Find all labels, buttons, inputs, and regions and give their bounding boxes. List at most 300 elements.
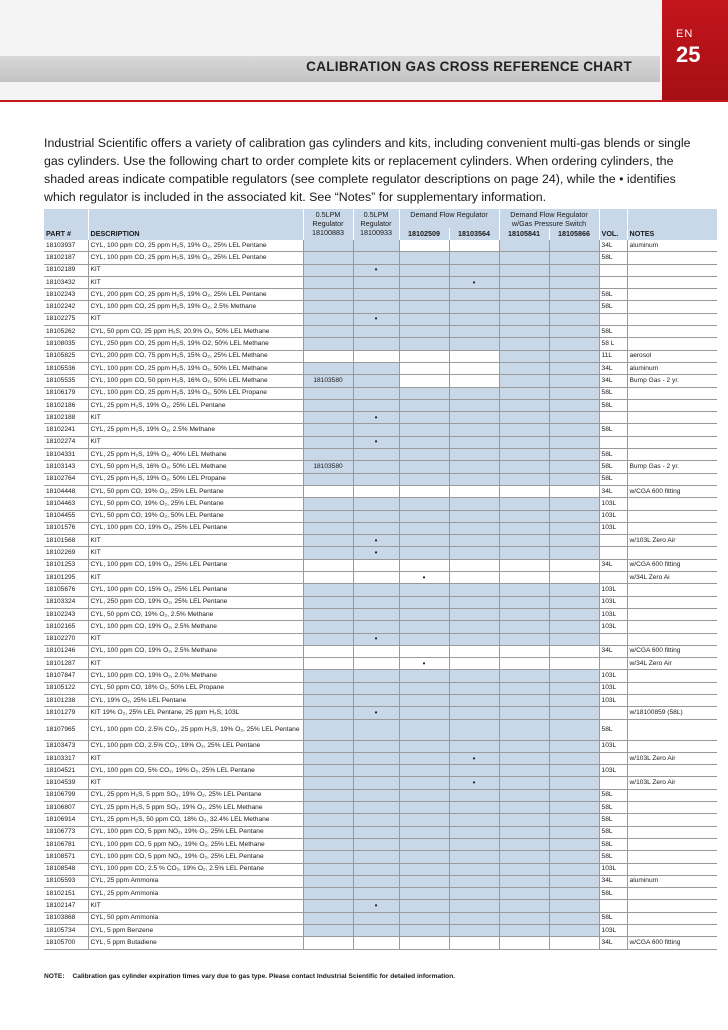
regulator-cell: [499, 608, 549, 620]
description: CYL, 100 ppm CO, 19% O₂, 2.0% Methane: [88, 670, 303, 682]
regulator-cell: [499, 621, 549, 633]
regulator-cell: [303, 826, 353, 838]
regulator-cell: [449, 682, 499, 694]
regulator-cell: [549, 584, 599, 596]
regulator-cell: [499, 777, 549, 789]
regulator-cell: [549, 313, 599, 325]
regulator-cell: [449, 510, 499, 522]
part-number: 18103324: [44, 596, 88, 608]
regulator-cell: [499, 875, 549, 887]
regulator-cell: [499, 789, 549, 801]
regulator-cell: [399, 264, 449, 276]
table-row: [44, 473, 717, 485]
regulator-cell: •: [353, 313, 399, 325]
regulator-cell: [399, 362, 449, 374]
footnote-text: Calibration gas cylinder expiration times vary due to gas type. Please contact Industrial Scientific for detailed information.: [72, 973, 456, 980]
regulator-cell: [499, 596, 549, 608]
regulator-cell: [449, 707, 499, 719]
part-number: 18104455: [44, 510, 88, 522]
regulator-cell: [353, 814, 399, 826]
description: CYL, 250 ppm CO, 25 ppm H₂S, 19% O2, 50% LEL Methane: [88, 338, 303, 350]
regulator-cell: [449, 863, 499, 875]
regulator-cell: [549, 301, 599, 313]
regulator-cell: [449, 375, 499, 387]
part-number: 18106781: [44, 838, 88, 850]
part-number: 18105593: [44, 875, 88, 887]
notes: [627, 900, 717, 912]
notes: [627, 888, 717, 900]
regulator-cell: [499, 264, 549, 276]
description: KIT: [88, 572, 303, 584]
volume: 103L: [599, 694, 627, 706]
table-row: [44, 326, 717, 338]
regulator-cell: [549, 875, 599, 887]
regulator-cell: [549, 777, 599, 789]
regulator-cell: [303, 633, 353, 645]
description: CYL, 25 ppm H₂S, 5 ppm SO₂, 19% O₂, 25% LEL Pentane: [88, 789, 303, 801]
regulator-cell: [449, 485, 499, 497]
volume: [599, 547, 627, 559]
regulator-cell: [449, 399, 499, 411]
regulator-cell: [549, 826, 599, 838]
regulator-cell: [353, 289, 399, 301]
regulator-cell: [449, 826, 499, 838]
table-row: [44, 498, 717, 510]
header-demand-flow-gas: [499, 209, 599, 228]
regulator-cell: [303, 510, 353, 522]
part-number: 18102269: [44, 547, 88, 559]
notes: w/34L Zero Air: [627, 658, 717, 670]
regulator-cell: [353, 645, 399, 657]
regulator-cell: [353, 375, 399, 387]
regulator-cell: [499, 313, 549, 325]
regulator-cell: [499, 802, 549, 814]
regulator-cell: [303, 863, 353, 875]
regulator-cell: [449, 436, 499, 448]
regulator-cell: [399, 412, 449, 424]
volume: 103L: [599, 621, 627, 633]
description: KIT: [88, 777, 303, 789]
intro-paragraph: Industrial Scientific offers a variety of calibration gas cylinders and kits, including convenient multi-gas blends or single gas cylinders. Use the following chart to order complete kits or replacement cylinders. When ordering cylinders, the shaded areas indicate compatible regulators (see complete regulator descriptions on page 24), while the • identifies which regulator is included in the associated kit. See “Notes” for supplementary information.: [44, 136, 691, 204]
regulator-cell: [303, 584, 353, 596]
regulator-cell: [499, 449, 549, 461]
volume: 58L: [599, 719, 627, 740]
table-row: [44, 621, 717, 633]
regulator-cell: [353, 338, 399, 350]
regulator-cell: [449, 240, 499, 252]
description: CYL, 100 ppm CO, 25 ppm H₂S, 19% O₂, 50% LEL Methane: [88, 362, 303, 374]
volume: [599, 707, 627, 719]
notes: [627, 436, 717, 448]
regulator-cell: [399, 424, 449, 436]
header-spacer: [44, 209, 88, 228]
volume: [599, 313, 627, 325]
regulator-cell: [449, 802, 499, 814]
part-number: 18105122: [44, 682, 88, 694]
part-number: 18101279: [44, 707, 88, 719]
table-row: [44, 547, 717, 559]
regulator-cell: [549, 338, 599, 350]
regulator-cell: [399, 900, 449, 912]
part-number: 18103937: [44, 240, 88, 252]
regulator-cell: [449, 900, 499, 912]
regulator-cell: [303, 326, 353, 338]
part-number: 18102275: [44, 313, 88, 325]
regulator-cell: [499, 682, 549, 694]
part-number: 18102187: [44, 252, 88, 264]
table-row: [44, 535, 717, 547]
regulator-cell: [353, 888, 399, 900]
regulator-cell: •: [353, 264, 399, 276]
regulator-cell: [353, 301, 399, 313]
regulator-cell: [549, 399, 599, 411]
header-notes: NOTES: [627, 228, 717, 240]
regulator-cell: [499, 707, 549, 719]
part-number: 18101295: [44, 572, 88, 584]
regulator-cell: [303, 682, 353, 694]
notes: [627, 682, 717, 694]
notes: Bump Gas - 2 yr.: [627, 375, 717, 387]
regulator-cell: [303, 572, 353, 584]
table-row: [44, 912, 717, 924]
part-number: 18103473: [44, 740, 88, 752]
regulator-cell: [449, 596, 499, 608]
regulator-cell: [399, 387, 449, 399]
regulator-cell: [549, 851, 599, 863]
page-header: [0, 0, 728, 100]
regulator-cell: [499, 461, 549, 473]
table-row: [44, 572, 717, 584]
regulator-cell: [353, 399, 399, 411]
notes: [627, 596, 717, 608]
regulator-cell: [549, 863, 599, 875]
regulator-cell: 18103580: [303, 461, 353, 473]
part-number: 18108548: [44, 863, 88, 875]
regulator-cell: [449, 584, 499, 596]
table-row: [44, 387, 717, 399]
regulator-cell: [353, 276, 399, 288]
regulator-cell: [549, 596, 599, 608]
regulator-cell: [549, 240, 599, 252]
description: CYL, 50 ppm CO, 19% O₂, 25% LEL Pentane: [88, 485, 303, 497]
part-number: 18105262: [44, 326, 88, 338]
part-number: 18105676: [44, 584, 88, 596]
volume: 34L: [599, 240, 627, 252]
volume: 58L: [599, 301, 627, 313]
regulator-cell: [549, 752, 599, 764]
regulator-cell: [449, 572, 499, 584]
regulator-cell: [449, 875, 499, 887]
description: KIT 19% O₂, 25% LEL Pentane, 25 ppm H₂S, 103L: [88, 707, 303, 719]
part-number: 18101568: [44, 535, 88, 547]
regulator-cell: [303, 621, 353, 633]
table-row: [44, 802, 717, 814]
description: CYL, 50 ppm CO, 19% O₂, 50% LEL Pentane: [88, 510, 303, 522]
regulator-cell: [499, 240, 549, 252]
regulator-cell: [499, 362, 549, 374]
regulator-cell: [549, 682, 599, 694]
regulator-cell: •: [353, 547, 399, 559]
regulator-cell: [549, 436, 599, 448]
notes: w/103L Zero Air: [627, 535, 717, 547]
description: CYL, 200 ppm CO, 75 ppm H₂S, 15% O₂, 25% LEL Methane: [88, 350, 303, 362]
regulator-cell: [303, 547, 353, 559]
regulator-cell: [449, 547, 499, 559]
regulator-cell: [399, 802, 449, 814]
regulator-cell: [303, 399, 353, 411]
regulator-cell: [303, 350, 353, 362]
regulator-cell: [449, 449, 499, 461]
regulator-cell: [449, 473, 499, 485]
table-row: [44, 485, 717, 497]
regulator-cell: •: [399, 658, 449, 670]
description: CYL, 100 ppm CO, 5 ppm NO₂, 19% O₂, 25% LEL Pentane: [88, 826, 303, 838]
regulator-cell: [353, 326, 399, 338]
table-row: [44, 777, 717, 789]
regulator-cell: [303, 522, 353, 534]
notes: [627, 584, 717, 596]
regulator-cell: [399, 449, 449, 461]
header-demand-gas-b: 18105866: [549, 228, 599, 240]
regulator-cell: [549, 461, 599, 473]
part-number: 18105825: [44, 350, 88, 362]
regulator-cell: [449, 888, 499, 900]
volume: 58L: [599, 826, 627, 838]
regulator-cell: [549, 707, 599, 719]
notes: w/CGA 600 fitting: [627, 485, 717, 497]
regulator-cell: [449, 559, 499, 571]
regulator-cell: [449, 252, 499, 264]
volume: 103L: [599, 596, 627, 608]
regulator-cell: [499, 572, 549, 584]
part-number: 18106914: [44, 814, 88, 826]
description: CYL, 100 ppm CO, 25 ppm H₂S, 19% O₂, 25% LEL Pentane: [88, 240, 303, 252]
notes: w/34L Zero Ai: [627, 572, 717, 584]
part-number: 18102241: [44, 424, 88, 436]
notes: [627, 449, 717, 461]
regulator-cell: [499, 912, 549, 924]
regulator-cell: [353, 670, 399, 682]
regulator-cell: [449, 658, 499, 670]
volume: 58L: [599, 387, 627, 399]
regulator-cell: [499, 900, 549, 912]
regulator-cell: [399, 522, 449, 534]
regulator-cell: [303, 900, 353, 912]
regulator-cell: [353, 777, 399, 789]
table-row: [44, 765, 717, 777]
table-row: [44, 559, 717, 571]
regulator-cell: [549, 424, 599, 436]
regulator-cell: [303, 498, 353, 510]
regulator-cell: [549, 326, 599, 338]
notes: [627, 547, 717, 559]
table-row: [44, 863, 717, 875]
notes: [627, 608, 717, 620]
part-number: 18103868: [44, 912, 88, 924]
description: CYL, 100 ppm CO, 5 ppm NO₂, 19% O₂, 25% LEL Pentane: [88, 851, 303, 863]
volume: [599, 752, 627, 764]
part-number: 18104331: [44, 449, 88, 461]
volume: 103L: [599, 740, 627, 752]
regulator-cell: [303, 276, 353, 288]
notes: [627, 863, 717, 875]
regulator-cell: [353, 584, 399, 596]
regulator-cell: •: [353, 535, 399, 547]
regulator-cell: [353, 559, 399, 571]
notes: [627, 473, 717, 485]
regulator-cell: [353, 694, 399, 706]
regulator-cell: [303, 937, 353, 949]
regulator-cell: [449, 765, 499, 777]
regulator-cell: [303, 752, 353, 764]
table-row: [44, 461, 717, 473]
header-description: DESCRIPTION: [88, 228, 303, 240]
notes: [627, 498, 717, 510]
regulator-cell: [353, 925, 399, 937]
regulator-cell: [353, 596, 399, 608]
table-row: [44, 789, 717, 801]
regulator-cell: [303, 707, 353, 719]
table-row: [44, 522, 717, 534]
regulator-cell: [549, 449, 599, 461]
regulator-cell: [549, 362, 599, 374]
volume: 58L: [599, 326, 627, 338]
volume: 34L: [599, 559, 627, 571]
regulator-cell: [303, 925, 353, 937]
regulator-cell: [399, 851, 449, 863]
regulator-cell: [499, 888, 549, 900]
regulator-cell: [399, 399, 449, 411]
volume: [599, 436, 627, 448]
description: CYL, 100 ppm CO, 5% CO₂, 19% O₂, 25% LEL Pentane: [88, 765, 303, 777]
description: CYL, 25 ppm H₂S, 19% O₂, 2.5% Methane: [88, 424, 303, 436]
regulator-cell: [499, 485, 549, 497]
regulator-cell: [303, 264, 353, 276]
regulator-cell: [549, 694, 599, 706]
regulator-cell: [499, 814, 549, 826]
volume: 58L: [599, 912, 627, 924]
table-row: [44, 925, 717, 937]
volume: 58L: [599, 473, 627, 485]
table-row: [44, 937, 717, 949]
regulator-cell: [449, 301, 499, 313]
regulator-cell: [549, 276, 599, 288]
notes: aluminum: [627, 240, 717, 252]
regulator-cell: [399, 375, 449, 387]
regulator-cell: [499, 740, 549, 752]
notes: w/CGA 600 fitting: [627, 645, 717, 657]
regulator-cell: [449, 937, 499, 949]
part-number: 18107847: [44, 670, 88, 682]
description: CYL, 100 ppm CO, 2.5 % CO₂, 19% O₂, 2.5% LEL Pentane: [88, 863, 303, 875]
description: KIT: [88, 535, 303, 547]
regulator-cell: [353, 350, 399, 362]
regulator-cell: [399, 912, 449, 924]
regulator-cell: [499, 633, 549, 645]
header-demand-gas-a: 18105841: [499, 228, 549, 240]
description: CYL, 25 ppm H₂S, 5 ppm SO₂, 19% O₂, 25% LEL Methane: [88, 802, 303, 814]
regulator-cell: [549, 645, 599, 657]
notes: [627, 802, 717, 814]
table-row: [44, 264, 717, 276]
regulator-cell: [499, 473, 549, 485]
regulator-cell: [353, 485, 399, 497]
regulator-cell: [549, 608, 599, 620]
notes: [627, 814, 717, 826]
notes: aluminum: [627, 875, 717, 887]
regulator-cell: [449, 925, 499, 937]
notes: [627, 719, 717, 740]
regulator-cell: [399, 436, 449, 448]
regulator-cell: [303, 789, 353, 801]
regulator-cell: [399, 633, 449, 645]
regulator-cell: [499, 547, 549, 559]
regulator-cell: [549, 789, 599, 801]
volume: 103L: [599, 863, 627, 875]
regulator-cell: [353, 252, 399, 264]
regulator-cell: [449, 645, 499, 657]
regulator-cell: [303, 473, 353, 485]
regulator-cell: [499, 863, 549, 875]
table-row: [44, 740, 717, 752]
volume: 34L: [599, 375, 627, 387]
regulator-cell: [353, 682, 399, 694]
page-tab: [662, 0, 728, 100]
regulator-cell: [353, 608, 399, 620]
regulator-cell: [549, 498, 599, 510]
regulator-cell: [549, 522, 599, 534]
regulator-cell: •: [353, 707, 399, 719]
regulator-cell: [499, 752, 549, 764]
regulator-cell: [449, 814, 499, 826]
notes: aerosol: [627, 350, 717, 362]
regulator-cell: [449, 289, 499, 301]
regulator-cell: [499, 399, 549, 411]
volume: 58L: [599, 814, 627, 826]
regulator-cell: [399, 707, 449, 719]
regulator-cell: [499, 826, 549, 838]
part-number: 18108035: [44, 338, 88, 350]
regulator-cell: [499, 252, 549, 264]
notes: [627, 740, 717, 752]
part-number: 18102147: [44, 900, 88, 912]
regulator-cell: [399, 682, 449, 694]
volume: [599, 412, 627, 424]
regulator-cell: [353, 522, 399, 534]
regulator-cell: [399, 338, 449, 350]
part-number: 18102243: [44, 608, 88, 620]
description: KIT: [88, 752, 303, 764]
volume: 58L: [599, 789, 627, 801]
volume: 103L: [599, 925, 627, 937]
description: CYL, 5 ppm Benzene: [88, 925, 303, 937]
regulator-cell: [399, 752, 449, 764]
regulator-cell: •: [449, 276, 499, 288]
regulator-cell: [549, 888, 599, 900]
regulator-cell: [399, 925, 449, 937]
header-demand-b: 18103564: [449, 228, 499, 240]
regulator-cell: [353, 498, 399, 510]
regulator-cell: [303, 814, 353, 826]
regulator-cell: [303, 912, 353, 924]
regulator-cell: [449, 498, 499, 510]
header-part: PART #: [44, 228, 88, 240]
language-label: EN: [676, 28, 694, 40]
regulator-cell: [549, 802, 599, 814]
regulator-cell: [399, 313, 449, 325]
table-row: [44, 719, 717, 740]
description: CYL, 200 ppm CO, 25 ppm H₂S, 19% O₂, 25% LEL Pentane: [88, 289, 303, 301]
